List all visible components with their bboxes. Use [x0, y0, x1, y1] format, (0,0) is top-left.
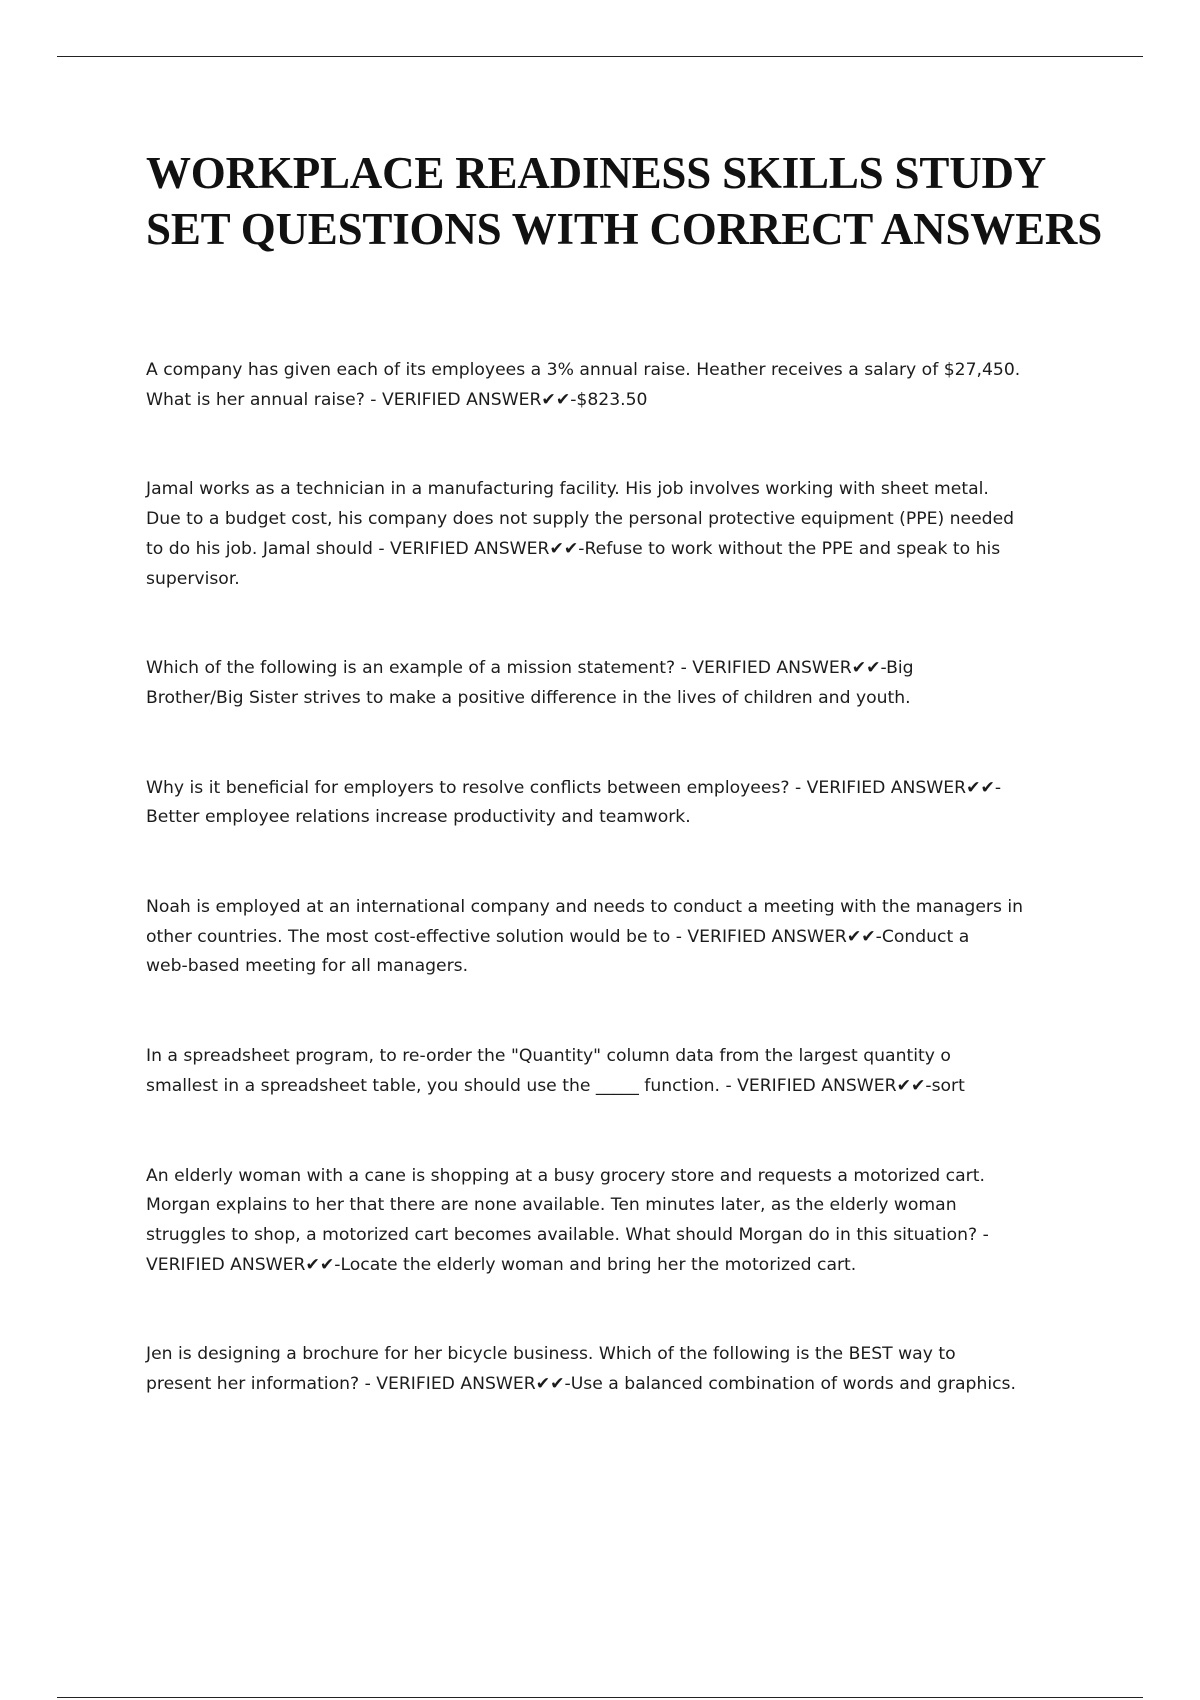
qa-list [146, 356, 1096, 1400]
bottom-divider [57, 1697, 1143, 1698]
qa-item-7: An elderly woman with a cane is shopping at a busy grocery store and requests a motorized cart. Morgan explains to her that there are none available. Ten minutes later, as the elderly woman struggles to shop, a motorized cart becomes available. What should Morgan do in this situation? - VERIFIED ANSWER✔✔-Locate the elderly woman and bring her the motorized cart. [146, 1165, 989, 1275]
qa-item-5: Noah is employed at an international company and needs to conduct a meeting with the managers in other countries. The most cost-effective solution would be to - VERIFIED ANSWER✔✔-Conduct a web-based meeting for all managers. [146, 897, 1024, 977]
qa-item-3: Which of the following is an example of a mission statement? - VERIFIED ANSWER✔✔-Big Brother/Big Sister strives to make a positive difference in the lives of children and youth. [146, 658, 914, 708]
qa-item-4: Why is it beneficial for employers to resolve conflicts between employees? - VERIFIED ANSWER✔✔- Better employee relations increase productivity and teamwork. [146, 777, 1002, 828]
qa-item-1: A company has given each of its employees a 3% annual raise. Heather receives a salary of $27,450. What is her annual raise? - VERIFIED ANSWER✔✔-$823.50 [146, 360, 1021, 410]
qa-item-8: Jen is designing a brochure for her bicycle business. Which of the following is the BEST way to present her information? - VERIFIED ANSWER✔✔-Use a balanced combination of words and graphics. [146, 1344, 1016, 1395]
qa-item-6: In a spreadsheet program, to re-order the "Quantity" column data from the largest quantity o smallest in a spreadsheet table, you should use the _____ function. - VERIFIED ANSWER✔✔-sort [146, 1046, 965, 1096]
page-title: WORKPLACE READINESS SKILLS STUDY SET QUESTIONS WITH CORRECT ANSWERS [146, 148, 1103, 254]
qa-item-2: Jamal works as a technician in a manufacturing facility. His job involves working with sheet metal. Due to a budget cost, his company does not supply the personal protective equipment (PPE) needed to do his job. Jamal should - VERIFIED ANSWER✔✔-Refuse to work without the PPE and speak to his supervisor. [146, 479, 1015, 589]
top-divider [57, 56, 1143, 57]
